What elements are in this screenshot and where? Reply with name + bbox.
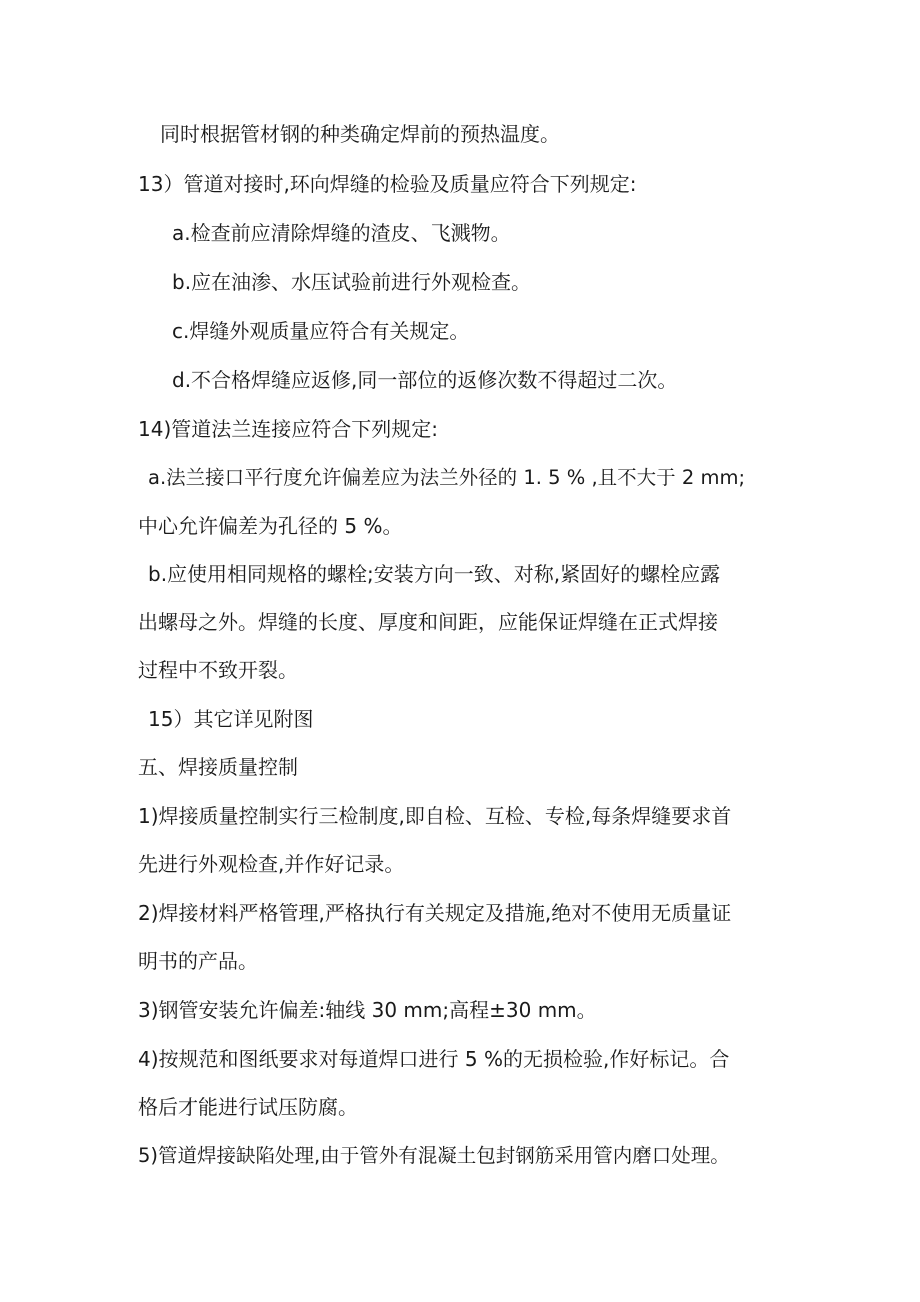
text-line: 3)钢管安装允许偏差:轴线 30 mm;高程±30 mm。 (138, 998, 597, 1022)
text-line: b.应使用相同规格的螺栓;安装方向一致、对称,紧固好的螺栓应露 (148, 562, 721, 586)
text-line: 2)焊接材料严格管理,严格执行有关规定及措施,绝对不使用无质量证 (138, 901, 732, 925)
text-line: 5)管道焊接缺陷处理,由于管外有混凝土包封钢筋采用管内磨口处理。 (138, 1144, 730, 1167)
text-line: a.检查前应清除焊缝的渣皮、飞溅物。 (172, 221, 511, 245)
text-line: 过程中不致开裂。 (138, 658, 298, 682)
text-line: 明书的产品。 (138, 949, 258, 973)
text-line: 先进行外观检查,并作好记录。 (138, 852, 405, 876)
text-line: 1)焊接质量控制实行三检制度,即自检、互检、专检,每条焊缝要求首 (138, 804, 732, 828)
text-line: d.不合格焊缝应返修,同一部位的返修次数不得超过二次。 (172, 368, 678, 392)
text-line: 格后才能进行试压防腐。 (138, 1095, 358, 1119)
text-line: a.法兰接口平行度允许偏差应为法兰外径的 1. 5 % ,且不大于 2 mm; (148, 466, 746, 489)
text-line: 出螺母之外。焊缝的长度、厚度和间距，应能保证焊缝在正式焊接 (138, 610, 718, 634)
text-line: 4)按规范和图纸要求对每道焊口进行 5 %的无损检验,作好标记。合 (138, 1047, 730, 1071)
text-line: 同时根据管材钢的种类确定焊前的预热温度。 (160, 122, 560, 146)
text-line: 15）其它详见附图 (148, 707, 314, 731)
section-heading: 五、焊接质量控制 (138, 755, 298, 779)
text-line: 13）管道对接时,环向焊缝的检验及质量应符合下列规定: (138, 172, 637, 196)
text-line: 中心允许偏差为孔径的 5 %。 (138, 514, 403, 538)
text-line: c.焊缝外观质量应符合有关规定。 (172, 319, 470, 343)
section-heading: 14)管道法兰连接应符合下列规定: (138, 417, 438, 441)
text-line: b.应在油渗、水压试验前进行外观检查。 (172, 270, 532, 294)
